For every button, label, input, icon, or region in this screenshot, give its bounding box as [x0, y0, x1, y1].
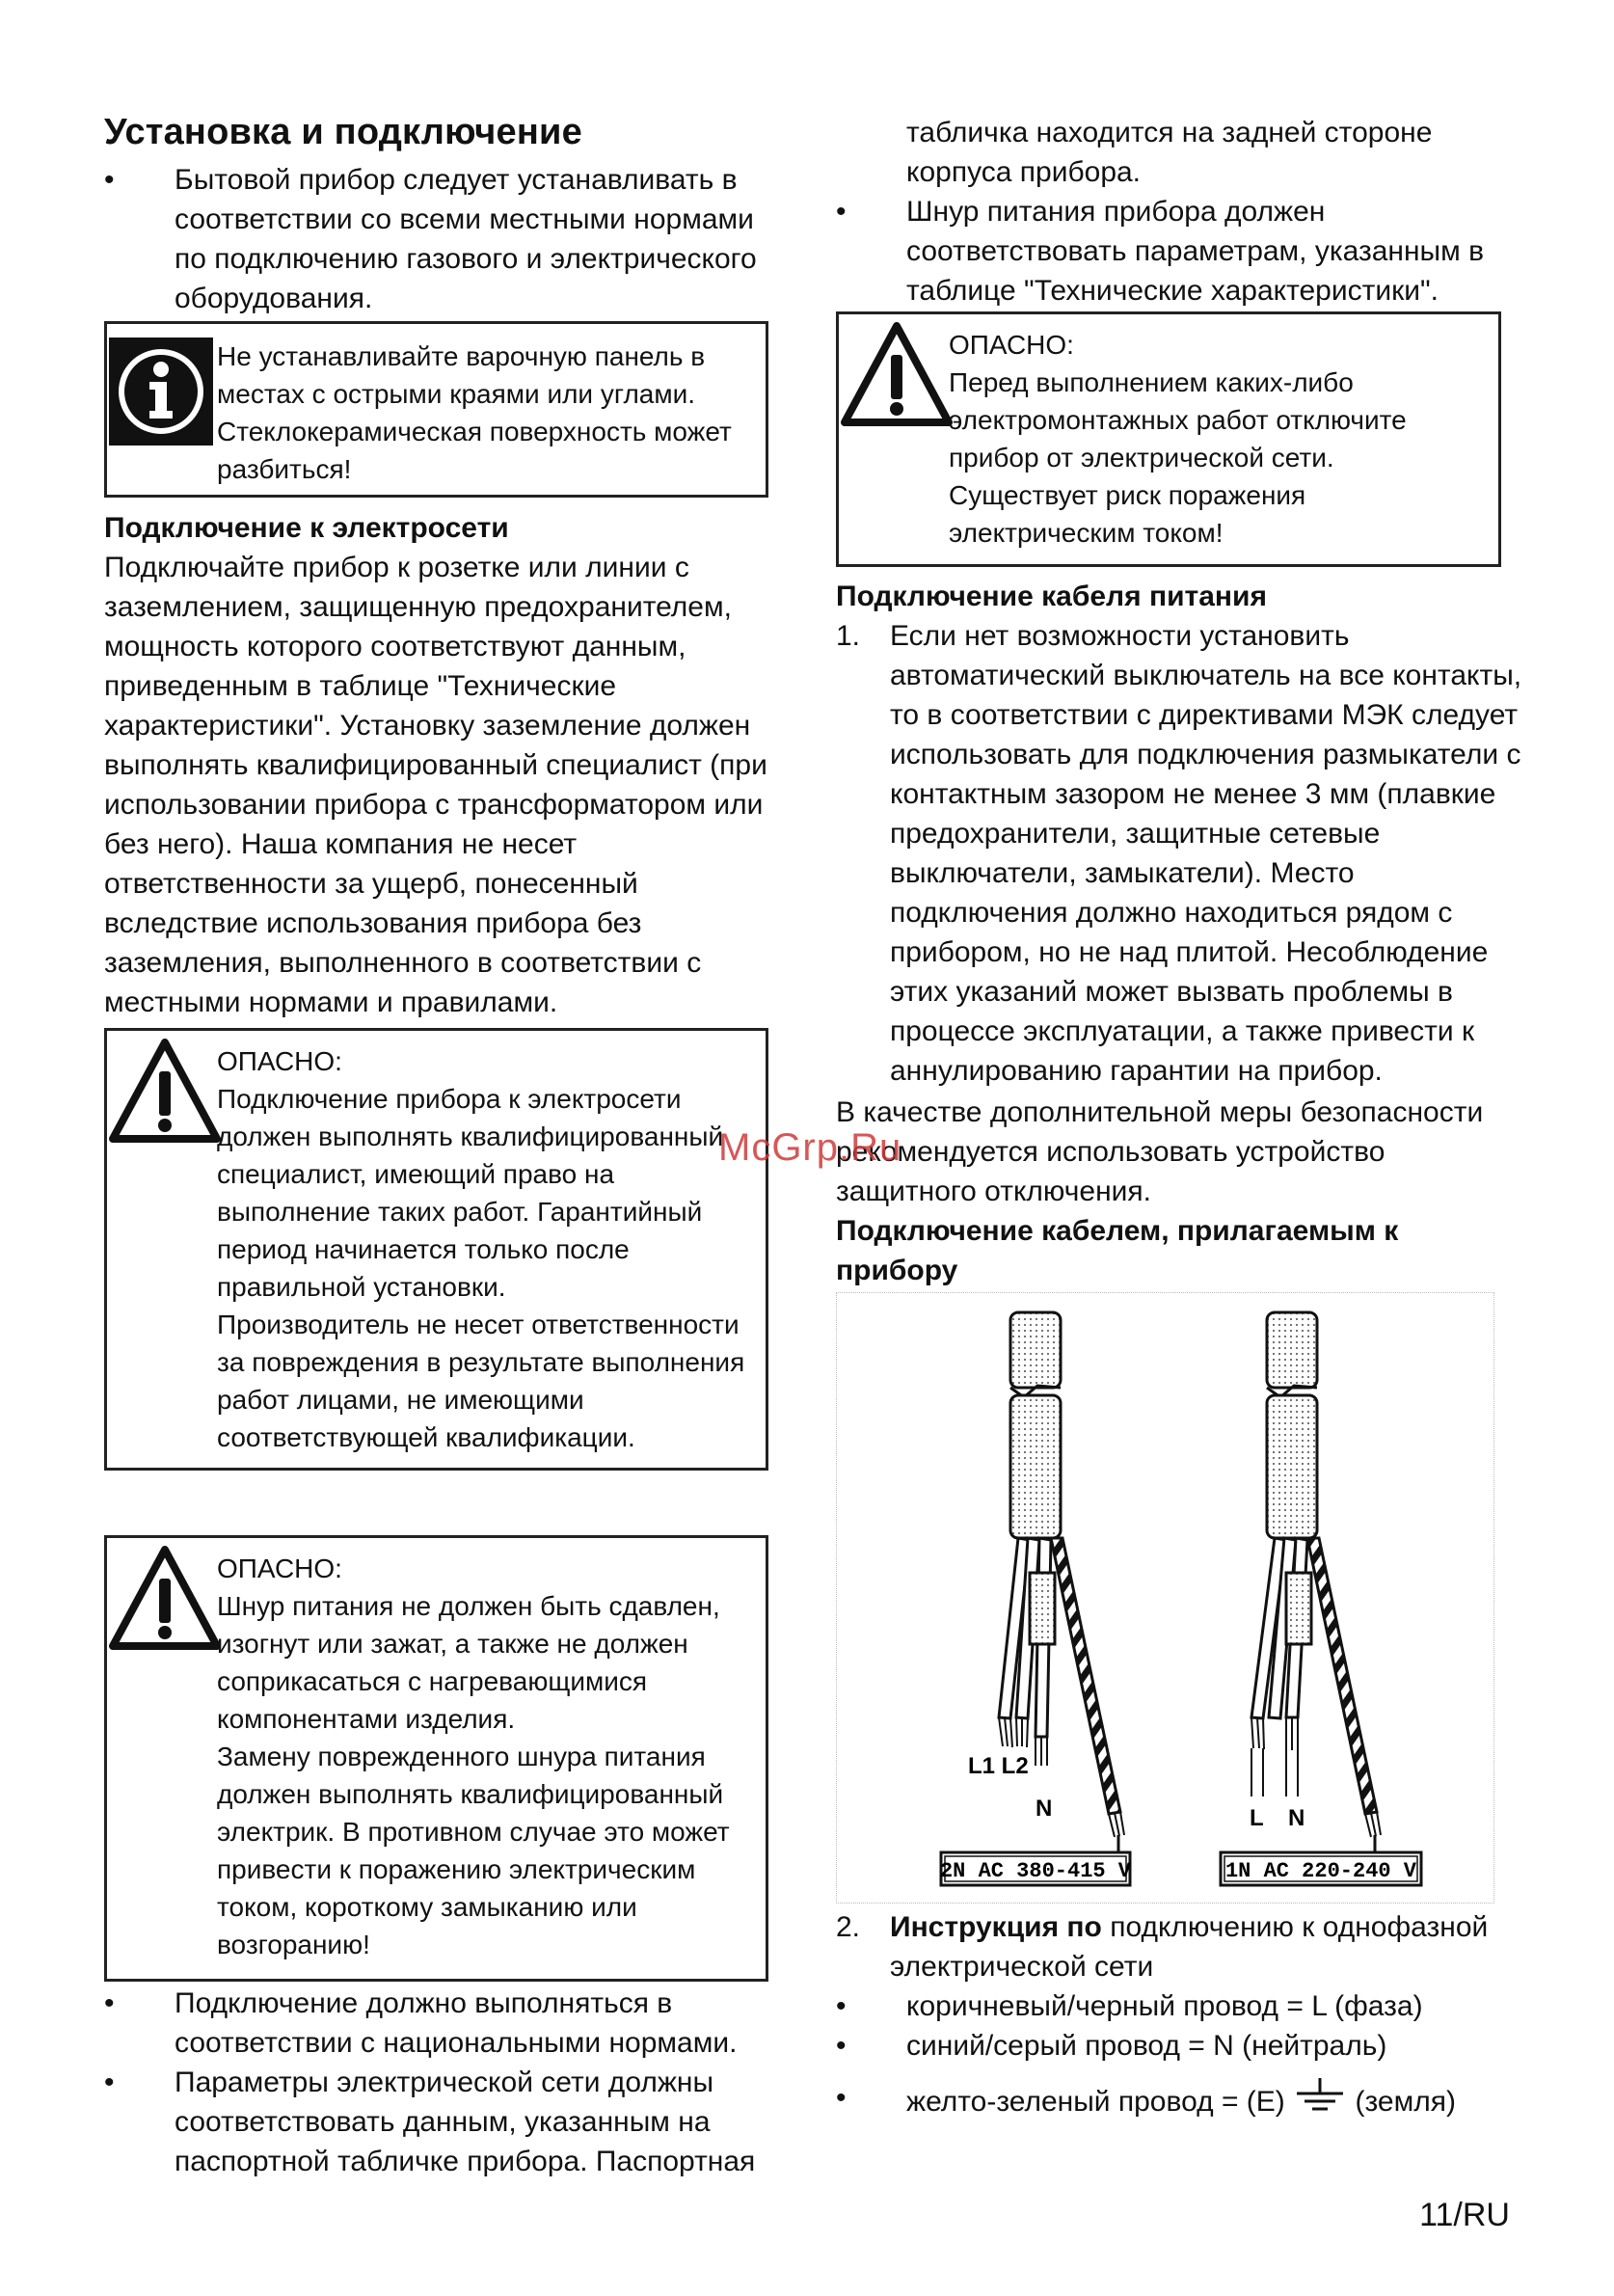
supplied-cable-heading: Подключение кабелем, прилагаемым к прибору [836, 1215, 1399, 1286]
item-bold-text: Инструкция по [890, 1911, 1102, 1943]
continued-text: табличка находится на задней стороне корпуса прибора. [906, 117, 1433, 188]
bullet-dot: • [104, 1987, 115, 2019]
watermark: McGrp.Ru [718, 1126, 902, 1169]
warning-icon [109, 1546, 221, 1654]
danger-box-2-content [217, 1550, 758, 1963]
bullet-text: коричневый/черный провод = L (фаза) [906, 1990, 1423, 2022]
info-icon [109, 338, 213, 446]
item-text [890, 1907, 1530, 1986]
info-box [104, 321, 768, 498]
danger-text: Перед выполнением каких-либо электромонтажных работ отключите прибор от электрической сети. Существует риск поражения электрическим током! [949, 367, 1407, 548]
danger-text-2: Производитель не несет ответственности за повреждения в результате выполнения работ лицами, не имеющими соответствующей квалификации. [217, 1310, 745, 1452]
label-l1l2: L1 L2 [968, 1753, 1029, 1779]
warning-icon [841, 322, 953, 430]
label-l-right: L [1250, 1805, 1264, 1831]
cable-connection-heading: Подключение кабеля питания [836, 581, 1267, 612]
voltage-label-2n: 2N AC 380-415 V [939, 1859, 1132, 1883]
danger-label: ОПАСНО: [217, 1553, 342, 1583]
page-number: 11/RU [1419, 2197, 1510, 2233]
electrical-connection-text: Подключайте прибор к розетке или линии с заземлением, защищенную предохранителем, мощность которого соответствуют данным, приведенным в таблице "Технические характеристики". Установку заземление должен выполнять квалифицированный специалист (при использовании прибора с трансформатором или без него). Наша компания не несет ответственности за ущерб, понесенный вследствие использования прибора без заземления, выполненного в соответствии с местными нормами и правилами. [104, 552, 767, 1018]
bullet-text: Параметры электрической сети должны соответствовать данным, указанным на паспортной табличке прибора. Паспортная [175, 2066, 756, 2177]
voltage-label-1n: 1N AC 220-240 V [1224, 1859, 1417, 1883]
bullet-text: Шнур питания прибора должен соответствовать параметрам, указанным в таблице "Технические характеристики". [906, 196, 1485, 307]
rcd-text: В качестве дополнительной меры безопасности рекомендуется использовать устройство защитного отключения. [836, 1096, 1484, 1207]
cable-1n [1221, 1312, 1421, 1885]
item-rest-text: подключению к однофазной электрической сети [890, 1911, 1489, 1983]
danger-text: Подключение прибора к электросети должен выполнять квалифицированный специалист, имеющий право на выполнение таких работ. Гарантийный период начинается только после правильной установки. [217, 1084, 724, 1302]
warning-icon [109, 1039, 221, 1147]
danger-box-1-content [217, 1042, 758, 1456]
bullet-dot: • [836, 2030, 847, 2062]
danger-label: ОПАСНО: [949, 330, 1074, 360]
wiring-diagram [836, 1292, 1494, 1904]
bullet-text [906, 2078, 1530, 2121]
ground-icon [1293, 2078, 1347, 2117]
section-title: Установка и подключение [104, 112, 582, 152]
wire-yg-text: желто-зеленый провод = (E) [906, 2086, 1285, 2118]
label-n-right: N [1288, 1805, 1305, 1831]
danger-box-1 [104, 1028, 768, 1471]
danger-text: Шнур питания не должен быть сдавлен, изогнут или зажат, а также не должен соприкасаться с нагревающимися компонентами изделия. [217, 1591, 720, 1734]
electrical-connection-heading: Подключение к электросети [104, 512, 509, 544]
danger-label: ОПАСНО: [217, 1046, 342, 1076]
danger-text-2: Замену поврежденного шнура питания должен выполнять квалифицированный электрик. В противном случае это может привести к поражению электрическим током, короткому замыканию или возгоранию! [217, 1742, 730, 1959]
bullet-text: Подключение должно выполняться в соответствии с национальными нормами. [175, 1987, 738, 2059]
bullet-text: Бытовой прибор следует устанавливать в соответствии со всеми местными нормами по подключению газового и электрического оборудования. [175, 164, 757, 314]
bullet-dot: • [836, 196, 847, 228]
cable-2n [940, 1312, 1132, 1885]
wire-yg-suffix: (земля) [1355, 2086, 1456, 2118]
bullet-dot: • [836, 2082, 847, 2114]
danger-box-2 [104, 1535, 768, 1982]
bullet-text: синий/серый провод = N (нейтраль) [906, 2030, 1387, 2062]
info-box-text: Не устанавливайте варочную панель в местах с острыми краями или углами. Стеклокерамическая поверхность может разбиться! [217, 341, 732, 484]
danger-box-3-content [949, 326, 1491, 552]
bullet-dot: • [104, 164, 115, 196]
danger-box-3 [836, 311, 1501, 567]
item-number: 1. [836, 620, 861, 652]
bullet-dot: • [104, 2066, 115, 2098]
label-n-left: N [1036, 1796, 1053, 1822]
bullet-dot: • [836, 1990, 847, 2022]
item-text: Если нет возможности установить автоматический выключатель на все контакты, то в соответствии с директивами МЭК следует использовать для подключения размыкатели с контактным зазором не менее 3 мм (плавкие предохранители, защитные сетевые выключатели, замыкатели). Место подключения должно находиться рядом с прибором, но не над плитой. Несоблюдение этих указаний может вызвать проблемы в процессе эксплуатации, а также привести к аннулированию гарантии на прибор. [890, 620, 1522, 1087]
item-number: 2. [836, 1911, 861, 1943]
